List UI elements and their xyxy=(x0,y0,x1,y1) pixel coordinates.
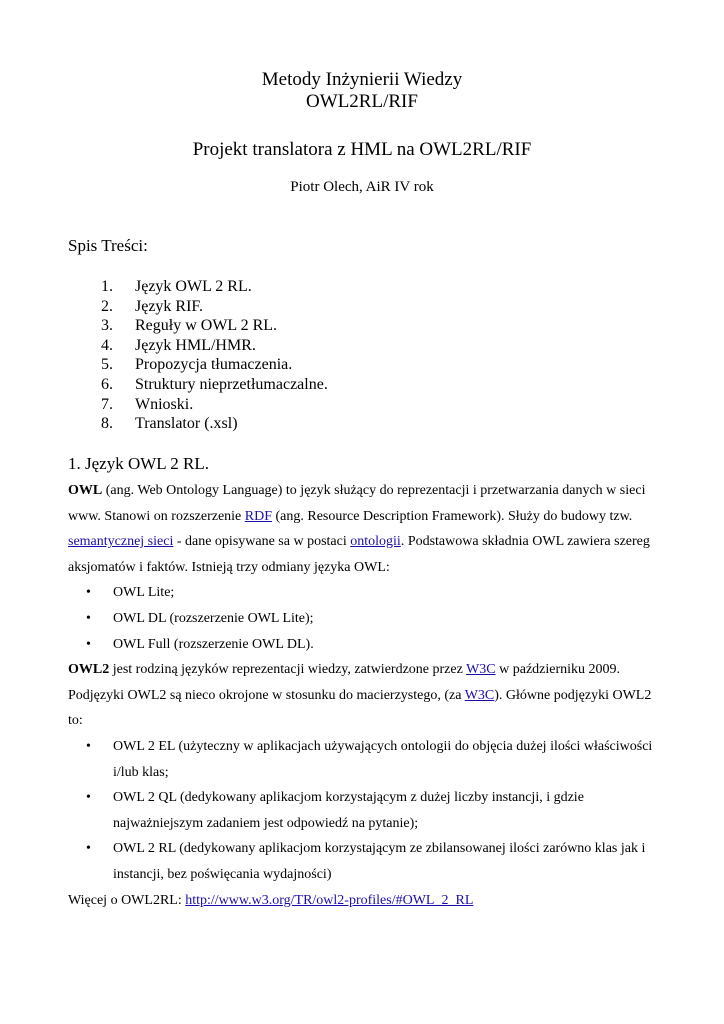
owl-variants-list xyxy=(68,580,658,657)
ontology-link[interactable]: ontologii xyxy=(350,534,401,550)
toc-item-text: Język HML/HMR. xyxy=(135,336,256,354)
text-span: ). Główne podjęzyki OWL2 to: xyxy=(68,687,652,729)
toc-item-number: 2. xyxy=(101,297,113,315)
list-item xyxy=(68,632,658,658)
section-heading: 1. Język OWL 2 RL. xyxy=(68,454,210,473)
owl-paragraph xyxy=(68,478,658,580)
bullet-icon: • xyxy=(86,790,91,806)
toc-item xyxy=(68,375,328,395)
toc-item xyxy=(68,277,328,297)
document-title-line2: OWL2RL/RIF xyxy=(306,91,418,112)
list-item-text: OWL Full (rozszerzenie OWL DL). xyxy=(113,636,314,652)
text-span: (ang. Resource Description Framework). Służy do budowy tzw. xyxy=(272,508,633,524)
toc-item-number: 5. xyxy=(101,356,113,374)
toc-item-number: 3. xyxy=(101,317,113,335)
toc-item xyxy=(68,355,328,375)
list-item-text: OWL 2 RL (dedykowany aplikacjom korzystającym ze zbilansowanej ilości zarówno klas jak i instancji, bez poświęcania wydajności) xyxy=(113,841,646,882)
toc-item-text: Wnioski. xyxy=(135,395,194,413)
list-item xyxy=(68,606,658,632)
owl2-profiles-list xyxy=(68,734,658,888)
bullet-icon: • xyxy=(86,738,91,754)
list-item xyxy=(68,836,658,887)
bullet-icon: • xyxy=(86,841,91,857)
toc-item xyxy=(68,297,328,317)
bullet-icon: • xyxy=(86,636,91,652)
semantic-web-link[interactable]: semantycznej sieci xyxy=(68,534,174,550)
document-author: Piotr Olech, AiR IV rok xyxy=(290,179,434,195)
toc-item xyxy=(68,336,328,356)
list-item xyxy=(68,785,658,836)
document-subtitle: Projekt translatora z HML na OWL2RL/RIF xyxy=(192,139,532,160)
toc-item xyxy=(68,414,328,434)
toc-item-text: Propozycja tłumaczenia. xyxy=(135,356,293,374)
bullet-icon: • xyxy=(86,585,91,601)
toc-item-text: Struktury nieprzetłumaczalne. xyxy=(135,375,328,393)
toc-item-text: Reguły w OWL 2 RL. xyxy=(135,317,278,335)
list-item-text: OWL DL (rozszerzenie OWL Lite); xyxy=(113,610,314,626)
text-span: . Podstawowa składnia OWL zawiera szereg aksjomatów i faktów. Istnieją trzy odmiany języka OWL: xyxy=(68,534,650,575)
text-span: w październiku 2009. Podjęzyki OWL2 są nieco okrojone w stosunku do macierzystego, (za xyxy=(68,662,621,703)
owl2-paragraph xyxy=(68,657,658,734)
owl-term: OWL xyxy=(68,483,103,498)
owl2rl-spec-link[interactable]: http://www.w3.org/TR/owl2-profiles/#OWL_2_RL xyxy=(185,892,474,908)
section-body xyxy=(68,478,658,913)
more-info-line xyxy=(68,888,658,914)
toc-item-number: 6. xyxy=(101,375,113,393)
list-item xyxy=(68,734,658,785)
text-span: (ang. Web Ontology Language) to język służący do reprezentacji i przetwarzania danych w sieci www. Stanowi on rozszerzenie xyxy=(68,483,646,524)
list-item-text: OWL 2 EL (użyteczny w aplikacjach używających ontologii do objęcia dużej ilości właściwości i/lub klas; xyxy=(113,738,653,780)
table-of-contents xyxy=(68,277,328,434)
list-item xyxy=(68,580,658,606)
text-span: jest rodziną języków reprezentacji wiedzy, zatwierdzone przez xyxy=(109,662,467,678)
toc-item-number: 7. xyxy=(101,395,113,413)
toc-item-number: 1. xyxy=(101,278,113,295)
more-info-label: Więcej o OWL2RL: xyxy=(68,892,186,908)
owl2-term: OWL2 xyxy=(68,662,110,678)
toc-item xyxy=(68,395,328,415)
text-span: - dane opisywane sa w postaci xyxy=(173,534,351,550)
list-item-text: OWL 2 QL (dedykowany aplikacjom korzystającym z dużej liczby instancji, i gdzie najważniejszym zadaniem jest odpowiedź na pytanie); xyxy=(113,790,584,831)
toc-heading: Spis Treści: xyxy=(68,236,148,255)
toc-item-text: Język RIF. xyxy=(135,297,204,315)
w3c-link[interactable]: W3C xyxy=(466,662,496,678)
toc-item-number: 8. xyxy=(101,415,113,433)
w3c-link[interactable]: W3C xyxy=(464,687,495,703)
toc-item-text: Translator (.xsl) xyxy=(135,415,238,433)
toc-item-text: Język OWL 2 RL. xyxy=(135,278,252,295)
toc-item xyxy=(68,316,328,336)
toc-item-number: 4. xyxy=(101,336,113,354)
list-item-text: OWL Lite; xyxy=(113,585,175,601)
rdf-link[interactable]: RDF xyxy=(244,508,272,524)
document-title-line1: Metody Inżynierii Wiedzy xyxy=(261,69,463,90)
bullet-icon: • xyxy=(86,610,91,626)
